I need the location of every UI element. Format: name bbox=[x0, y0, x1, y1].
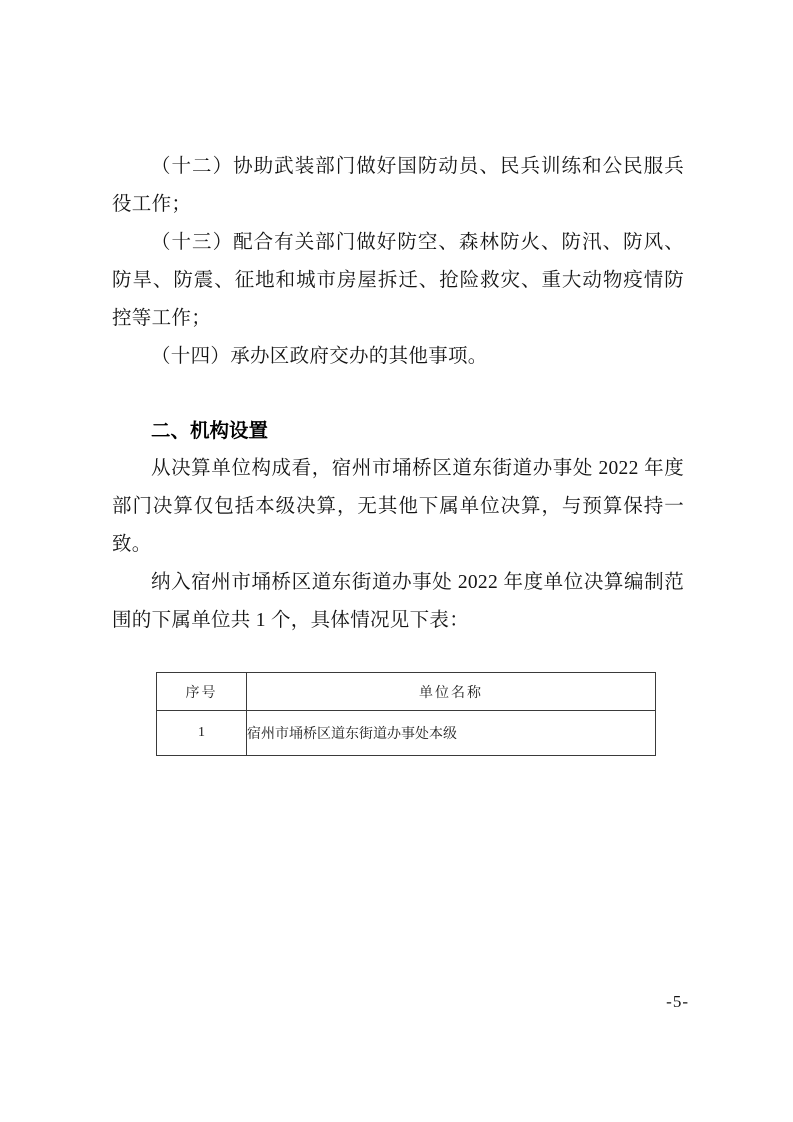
paragraph-item-13: （十三）配合有关部门做好防空、森林防火、防汛、防风、防旱、防震、征地和城市房屋拆迁、抢险救灾、重大动物疫情防控等工作； bbox=[112, 232, 684, 329]
page-number: -5- bbox=[666, 992, 689, 1011]
document-page bbox=[112, 148, 684, 756]
table-header-row bbox=[157, 673, 656, 711]
table-header-unit-name: 单位名称 bbox=[247, 673, 656, 711]
paragraph-item-12: （十二）协助武装部门做好国防动员、民兵训练和公民服兵役工作； bbox=[112, 156, 684, 215]
table-cell-unit-name: 宿州市埇桥区道东街道办事处本级 bbox=[247, 711, 656, 756]
table-row bbox=[157, 711, 656, 756]
section-paragraph-2: 纳入宿州市埇桥区道东街道办事处 2022 年度单位决算编制范围的下属单位共 1 个，具体情况见下表： bbox=[112, 572, 684, 631]
table-cell-index: 1 bbox=[157, 711, 247, 756]
subordinate-units-table bbox=[156, 672, 656, 756]
section-paragraph-1: 从决算单位构成看，宿州市埇桥区道东街道办事处 2022 年度部门决算仅包括本级决算，无其他下属单位决算，与预算保持一致。 bbox=[112, 458, 684, 555]
section-heading: 二、机构设置 bbox=[151, 420, 269, 442]
table-header-index: 序号 bbox=[157, 673, 247, 711]
paragraph-item-14: （十四）承办区政府交办的其他事项。 bbox=[151, 346, 488, 367]
